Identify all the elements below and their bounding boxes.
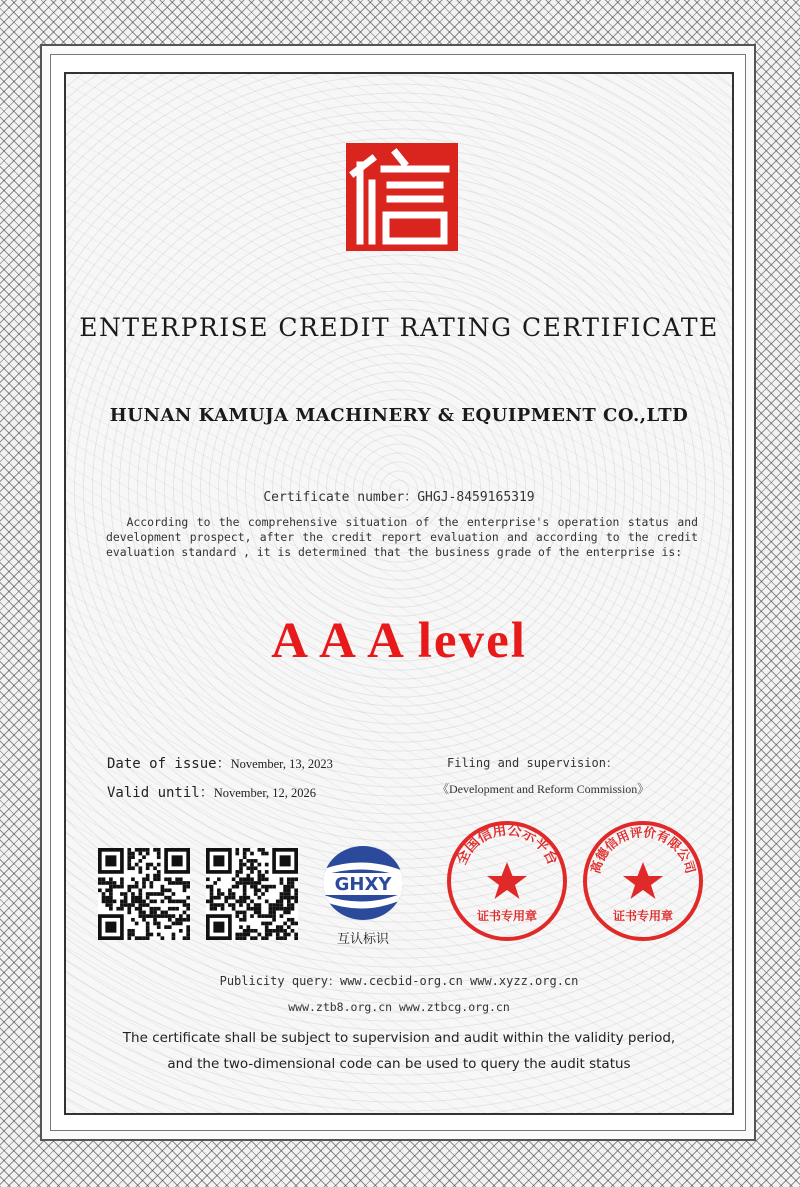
qr-code-icon	[98, 848, 190, 940]
filing-label: Filing and supervision：	[447, 756, 618, 770]
publicity-query-line	[64, 972, 734, 989]
valid-until-value: November, 12, 2026	[213, 786, 316, 800]
svg-text:证书专用章: 证书专用章	[612, 909, 674, 923]
credit-grade: A A A level	[271, 613, 527, 669]
publicity-sites-2[interactable]: www.ztb8.org.cn www.ztbcg.org.cn	[288, 1000, 510, 1014]
qr-code-2[interactable]	[206, 848, 298, 940]
date-of-issue-line	[107, 753, 333, 773]
xin-character-emblem-icon	[346, 143, 458, 251]
svg-text:全国信用公示平台: 全国信用公示平台	[453, 822, 561, 868]
date-of-issue-label: Date of issue：	[107, 756, 231, 772]
valid-until-label: Valid until：	[107, 785, 214, 801]
red-seal-stamp-icon	[444, 818, 570, 944]
certificate-title: ENTERPRISE CREDIT RATING CERTIFICATE	[79, 313, 719, 342]
publicity-sites-1[interactable]: www.cecbid-org.cn www.xyzz.org.cn	[339, 974, 579, 988]
certificate-number-line	[64, 486, 734, 505]
svg-text:证书专用章: 证书专用章	[476, 909, 538, 923]
red-seal-stamp-icon	[580, 818, 706, 944]
ghxy-caption: 互认标识	[336, 932, 389, 947]
official-seal-2	[580, 818, 706, 944]
publicity-query-label: Publicity query：	[219, 974, 340, 988]
qr-code-1[interactable]	[98, 848, 190, 940]
valid-until-line	[107, 782, 316, 802]
supervision-note-2: and the two-dimensional code can be used to query the audit status	[167, 1056, 631, 1072]
supervision-note-1: The certificate shall be subject to supervision and audit within the validity period,	[122, 1030, 676, 1046]
company-name: HUNAN KAMUJA MACHINERY & EQUIPMENT CO.,LTD	[109, 405, 689, 426]
svg-text:高德信用评价有限公司: 高德信用评价有限公司	[587, 824, 699, 876]
date-of-issue-value: November, 13, 2023	[230, 757, 333, 771]
qr-code-icon	[206, 848, 298, 940]
svg-text:GHXY: GHXY	[334, 874, 392, 895]
official-seal-1	[444, 818, 570, 944]
ghxy-globe-icon	[318, 843, 408, 923]
ghxy-logo	[318, 843, 408, 923]
evaluation-paragraph: According to the comprehensive situation of the enterprise's operation status and development prospect, after the credit report evaluation and according to the credit evaluation standard , it is determined that the business grade of the enterprise is:	[106, 515, 698, 559]
certificate-number-value: GHGJ-8459165319	[417, 490, 535, 505]
certificate-number-label: Certificate number：	[263, 490, 418, 505]
filing-authority: 《Development and Reform Commission》	[437, 782, 650, 796]
credit-emblem-logo	[346, 143, 458, 251]
